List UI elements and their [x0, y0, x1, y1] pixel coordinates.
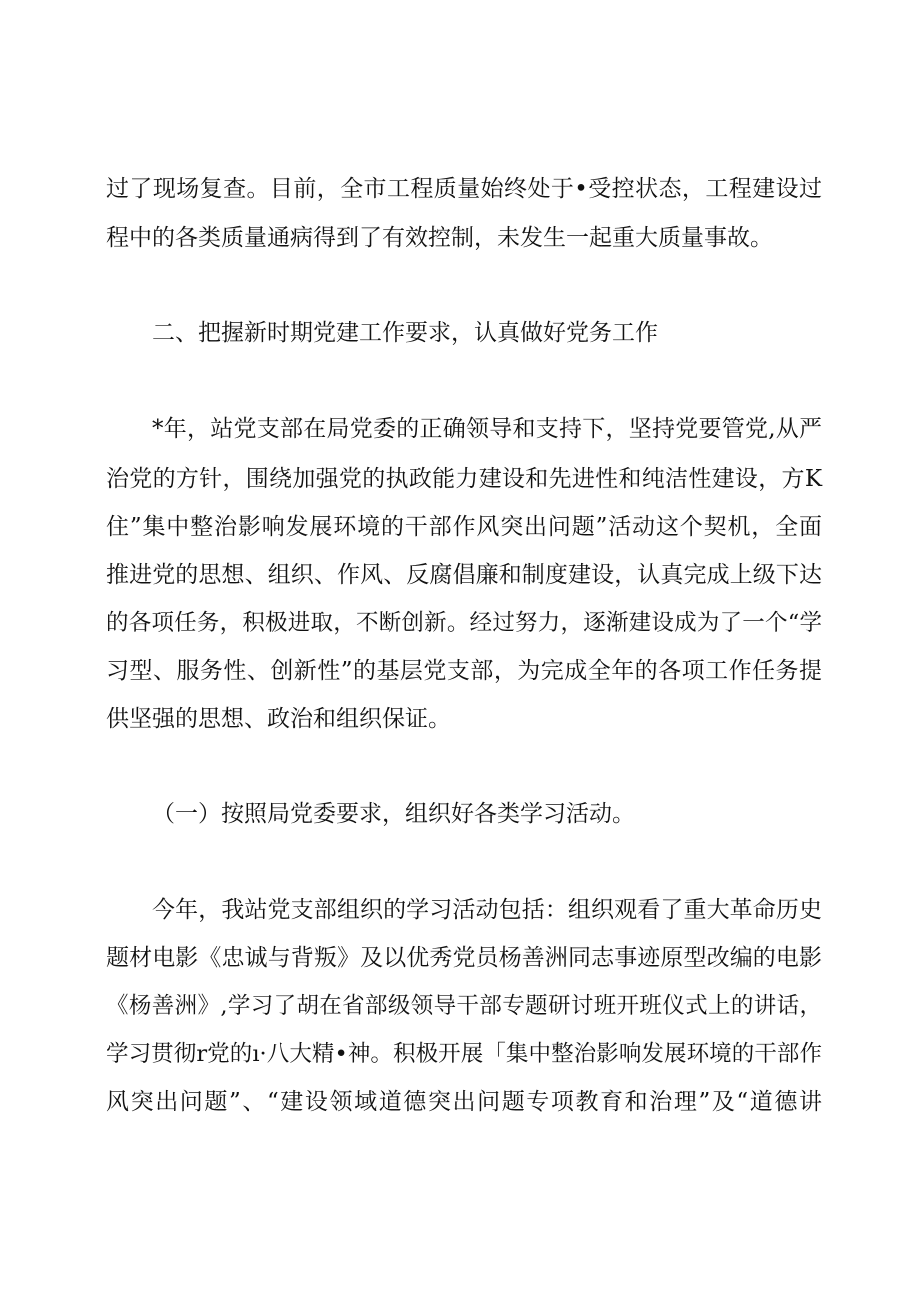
section-2-heading: 二、把握新时期党建工作要求，认真做好党务工作 [152, 320, 658, 346]
subsection-1-heading: （一）按照局党委要求，组织好各类学习活动。 [152, 801, 635, 827]
paragraph-2-line-6: 习型、服务性、创新性”的基层党支部，为完成全年的各项工作任务提 [106, 658, 822, 684]
paragraph-2-line-1: *年，站党支部在局党委的正确领导和支持下，坚持党要管党,从严 [152, 416, 822, 442]
paragraph-1-line-1: 过了现场复查。目前，全市工程质量始终处于•受控状态，工程建设过 [106, 176, 822, 202]
paragraph-2-line-5: 的各项任务，积极进取，不断创新。经过努力，逐渐建设成为了一个“学 [106, 610, 822, 636]
paragraph-2-line-7: 供坚强的思想、政治和组织保证。 [106, 706, 451, 732]
paragraph-3-line-3: 《杨善洲》,学习了胡在省部级领导干部专题研讨班开班仪式上的讲话， [106, 993, 822, 1019]
paragraph-2-line-3: 住”集中整治影响发展环境的干部作风突出问题”活动这个契机，全面 [106, 514, 822, 540]
paragraph-3-line-2: 题材电影《忠诚与背叛》及以优秀党员杨善洲同志事迹原型改编的电影 [106, 945, 822, 971]
paragraph-1-line-2: 程中的各类质量通病得到了有效控制，未发生一起重大质量事故。 [106, 225, 773, 251]
paragraph-3-line-1: 今年，我站党支部组织的学习活动包括：组织观看了重大革命历史 [152, 897, 822, 923]
paragraph-2-line-4: 推进党的思想、组织、作风、反腐倡廉和制度建设，认真完成上级下达 [106, 562, 822, 588]
paragraph-3-line-4: 学习贯彻r党的ı·八大精•神。积极开展「集中整治影响发展环境的干部作 [106, 1041, 822, 1067]
paragraph-3-line-5: 风突出问题”、“建设领域道德突出问题专项教育和治理”及“道德讲 [106, 1089, 822, 1115]
paragraph-2-line-2: 治党的方针，围绕加强党的执政能力建设和先进性和纯洁性建设，方K [106, 466, 822, 492]
